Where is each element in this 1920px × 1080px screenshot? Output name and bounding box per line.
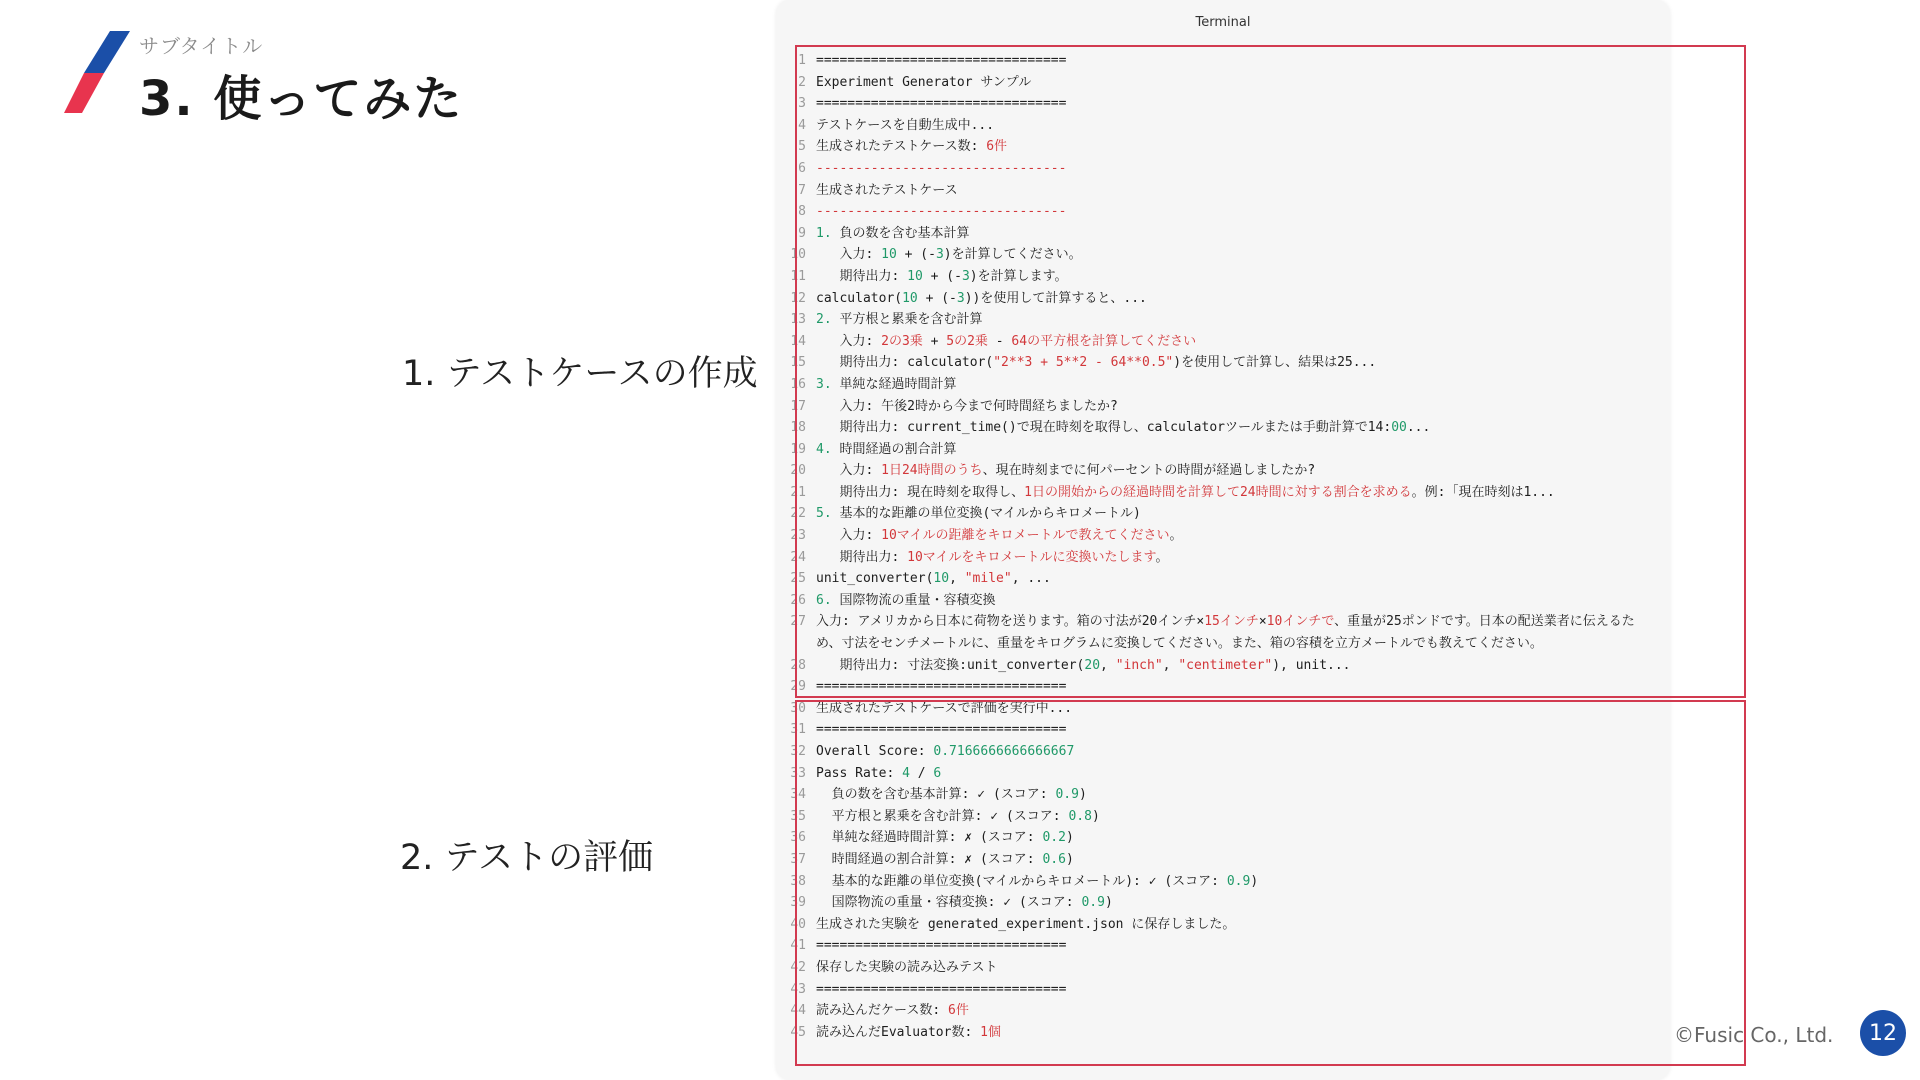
terminal-output <box>776 50 1670 1043</box>
line-segment: , <box>1162 657 1179 673</box>
terminal-line <box>776 396 1670 418</box>
terminal-line <box>776 309 1670 331</box>
line-segment: ================================ <box>816 53 1067 68</box>
line-segment: 入力: アメリカから日本に荷物を送ります。箱の寸法が20インチ× <box>816 614 1205 630</box>
line-segment: "mile" <box>964 571 1012 587</box>
line-segment: 4 <box>902 765 910 781</box>
copyright-text: ©Fusic Co., Ltd. <box>1674 1023 1834 1047</box>
line-content <box>816 309 1670 331</box>
line-segment: 入力: <box>816 528 882 544</box>
line-number: 9 <box>798 225 806 241</box>
line-content <box>816 72 1670 94</box>
line-content <box>816 979 1670 1001</box>
line-number: 17 <box>790 398 806 414</box>
line-segment: )を計算してください。 <box>943 247 1082 263</box>
line-segment: × <box>1258 614 1267 630</box>
line-segment: 期待出力: 寸法変換:unit_converter( <box>816 657 1085 673</box>
line-content <box>816 849 1670 871</box>
line-segment: + (- <box>917 290 957 306</box>
line-segment: 。 <box>1155 549 1169 565</box>
terminal-line <box>776 288 1670 310</box>
line-number: 24 <box>790 549 806 565</box>
line-segment: 6件 <box>986 139 1008 155</box>
line-content <box>816 763 1670 785</box>
line-number: 20 <box>790 463 806 479</box>
terminal-line <box>776 849 1670 871</box>
line-segment: 3 <box>961 268 970 284</box>
line-segment: 0.9 <box>1226 873 1251 889</box>
terminal-line <box>776 503 1670 525</box>
line-segment: 基本的な距離の単位変換(マイルからキロメートル) <box>831 506 1141 522</box>
terminal-line <box>776 331 1670 353</box>
line-segment: 5の2乗 <box>946 333 988 349</box>
line-content <box>816 611 1670 654</box>
line-segment: 読み込んだEvaluator数: <box>816 1024 981 1040</box>
line-segment: 10インチで <box>1266 614 1335 630</box>
line-number: 35 <box>790 808 806 824</box>
line-segment: 入力: <box>816 463 882 479</box>
terminal-line <box>776 957 1670 979</box>
line-content <box>816 1022 1670 1044</box>
line-number: 2 <box>798 74 806 90</box>
line-segment: ================================ <box>816 938 1067 954</box>
terminal-line <box>776 935 1670 957</box>
terminal-line <box>776 719 1670 741</box>
terminal-line <box>776 482 1670 504</box>
fusic-logo-icon <box>64 31 134 113</box>
line-segment: 読み込んだケース数: <box>816 1003 949 1019</box>
line-segment: "inch" <box>1115 657 1163 673</box>
line-segment: 。例:「現在時刻は1... <box>1411 484 1555 500</box>
line-content <box>816 460 1670 482</box>
line-segment: Overall Score: <box>816 744 934 759</box>
line-segment: 入力: <box>816 333 882 349</box>
line-number: 18 <box>790 420 806 436</box>
line-content <box>816 806 1670 828</box>
line-segment: ================================ <box>816 96 1067 112</box>
line-segment: Pass Rate: <box>816 765 903 781</box>
line-segment: ) <box>1250 873 1259 889</box>
line-segment: , <box>1100 657 1116 673</box>
line-content <box>816 396 1670 418</box>
line-number: 6 <box>798 160 806 176</box>
terminal-line <box>776 50 1670 72</box>
line-segment: 10 <box>933 571 950 587</box>
page-number-badge: 12 <box>1860 1010 1906 1056</box>
line-number: 26 <box>790 592 806 608</box>
line-content <box>816 525 1670 547</box>
line-segment: )を計算します。 <box>969 268 1068 284</box>
line-segment: 3 <box>956 290 965 306</box>
line-number: 19 <box>790 441 806 457</box>
line-content <box>816 784 1670 806</box>
line-number: 1 <box>798 53 806 68</box>
line-segment: ) <box>1065 851 1074 867</box>
line-number: 22 <box>790 506 806 522</box>
line-number: 41 <box>790 938 806 954</box>
line-content <box>816 892 1670 914</box>
line-segment: 負の数を含む基本計算: ✓ (スコア: <box>816 787 1056 803</box>
line-segment: 時間経過の割合計算 <box>831 441 957 457</box>
line-content <box>816 93 1670 115</box>
line-segment: + (- <box>922 268 962 284</box>
line-number: 37 <box>790 851 806 867</box>
line-content <box>816 180 1670 202</box>
line-content <box>816 136 1670 158</box>
line-segment: ================================ <box>816 722 1067 738</box>
terminal-line <box>776 784 1670 806</box>
line-segment: 入力: <box>816 247 882 263</box>
line-segment: 0.9 <box>1081 895 1105 911</box>
line-segment: ================================ <box>816 981 1067 997</box>
line-number: 14 <box>790 333 806 349</box>
terminal-line <box>776 763 1670 785</box>
line-segment: 10 <box>907 268 923 284</box>
line-segment: + (- <box>896 247 936 263</box>
terminal-line <box>776 698 1670 720</box>
line-number: 43 <box>790 981 806 997</box>
terminal-title: Terminal <box>1195 15 1251 30</box>
terminal-line <box>776 568 1670 590</box>
line-content <box>816 827 1670 849</box>
line-number: 10 <box>790 247 806 263</box>
line-segment: ), unit... <box>1272 657 1351 673</box>
line-segment: 基本的な距離の単位変換(マイルからキロメートル): ✓ (スコア: <box>816 873 1227 889</box>
line-segment: 期待出力: current_time()で現在時刻を取得し、calculatorツールまたは手動計算で14: <box>816 420 1392 436</box>
terminal-line <box>776 223 1670 245</box>
line-content <box>816 590 1670 612</box>
line-segment: 国際物流の重量・容積変換 <box>831 592 996 608</box>
line-segment: 4. <box>816 441 832 457</box>
line-content <box>816 115 1670 137</box>
terminal-line <box>776 180 1670 202</box>
line-segment: ))を使用して計算すると、... <box>964 290 1147 306</box>
line-number: 23 <box>790 528 806 544</box>
line-segment: , <box>949 571 965 587</box>
line-segment: calculator( <box>816 290 903 306</box>
line-content <box>816 503 1670 525</box>
line-segment: , ... <box>1011 571 1051 587</box>
line-segment: 5. <box>816 506 832 522</box>
line-content <box>816 914 1670 936</box>
terminal-line <box>776 892 1670 914</box>
line-segment: 平方根と累乗を含む計算 <box>831 312 983 328</box>
line-number: 15 <box>790 355 806 371</box>
terminal-line <box>776 525 1670 547</box>
line-number: 42 <box>790 959 806 975</box>
line-segment: 期待出力: <box>816 268 908 284</box>
line-number: 31 <box>790 722 806 738</box>
line-content <box>816 482 1670 504</box>
line-segment: 2. <box>816 312 832 328</box>
line-segment: 00 <box>1391 420 1407 436</box>
line-segment: 20 <box>1084 657 1101 673</box>
line-segment: 0.2 <box>1042 830 1066 846</box>
line-content <box>816 655 1670 677</box>
line-segment: 1日の開始からの経過時間を計算して24時間に対する割合を求める <box>1024 484 1412 500</box>
line-segment: 6 <box>933 765 942 781</box>
line-segment: 1日24時間のうち <box>881 463 983 479</box>
line-content <box>816 935 1670 957</box>
line-segment: 10マイルの距離をキロメートルで教えてください <box>881 528 1170 544</box>
line-segment: "2**3 + 5**2 - 64**0.5" <box>993 355 1174 371</box>
line-segment: ... <box>1406 420 1431 436</box>
terminal-line <box>776 914 1670 936</box>
line-segment: 10 <box>881 247 897 263</box>
terminal-line <box>776 136 1670 158</box>
terminal-line <box>776 352 1670 374</box>
line-segment: 単純な経過時間計算 <box>831 376 957 392</box>
line-segment: テストケースを自動生成中... <box>816 117 995 133</box>
line-segment: 国際物流の重量・容積変換: ✓ (スコア: <box>816 895 1082 911</box>
terminal-line <box>776 741 1670 763</box>
terminal-line <box>776 460 1670 482</box>
terminal-line <box>776 655 1670 677</box>
line-number: 39 <box>790 895 806 911</box>
terminal-line <box>776 827 1670 849</box>
terminal-line <box>776 1000 1670 1022</box>
line-number: 36 <box>790 830 806 846</box>
terminal-line <box>776 979 1670 1001</box>
terminal-line <box>776 201 1670 223</box>
line-segment: 保存した実験の読み込みテスト <box>816 959 998 975</box>
line-content <box>816 374 1670 396</box>
line-number: 34 <box>790 787 806 803</box>
line-content <box>816 158 1670 180</box>
line-segment: ================================ <box>816 679 1067 695</box>
line-segment: ) <box>1078 787 1087 803</box>
terminal-line <box>776 158 1670 180</box>
terminal-line <box>776 547 1670 569</box>
line-segment: 時間経過の割合計算: ✗ (スコア: <box>816 851 1043 867</box>
terminal-line <box>776 676 1670 698</box>
line-content <box>816 50 1670 72</box>
line-segment: ) <box>1104 895 1113 911</box>
line-segment: unit_converter( <box>816 571 934 587</box>
terminal-line <box>776 266 1670 288</box>
line-content <box>816 871 1670 893</box>
line-segment: 、重量が25ポンドです。日本の配送業者に伝えるため、寸法をセンチメートルに、重量をキログラムに変換してください。また、箱の容積を立方メートルでも教えてください。 <box>816 614 1635 652</box>
terminal-line <box>776 417 1670 439</box>
line-segment: 、現在時刻までに何パーセントの時間が経過しましたか? <box>982 463 1316 479</box>
line-segment: 0.6 <box>1042 851 1066 867</box>
line-number: 4 <box>798 117 806 133</box>
line-number: 11 <box>790 268 806 284</box>
terminal-line <box>776 244 1670 266</box>
line-number: 8 <box>798 204 806 220</box>
line-content <box>816 719 1670 741</box>
line-segment: )を使用して計算し、結果は25... <box>1173 355 1377 371</box>
line-content <box>816 439 1670 461</box>
terminal-line <box>776 374 1670 396</box>
line-content <box>816 957 1670 979</box>
line-number: 29 <box>790 679 806 695</box>
line-segment: 生成されたテストケース <box>816 182 958 198</box>
line-segment: 10 <box>902 290 918 306</box>
line-content <box>816 547 1670 569</box>
line-segment: + <box>922 333 947 349</box>
line-segment: 15インチ <box>1204 614 1259 630</box>
line-segment: 1. <box>816 225 832 241</box>
line-segment: 0.8 <box>1068 808 1092 824</box>
line-number: 13 <box>790 312 806 328</box>
line-segment: 2の3乗 <box>881 333 923 349</box>
line-number: 21 <box>790 484 806 500</box>
line-segment: - <box>987 333 1012 349</box>
step-label-create-testcases: 1. テストケースの作成 <box>402 354 758 394</box>
line-segment: 6件 <box>948 1003 969 1019</box>
line-segment: / <box>909 765 934 781</box>
line-segment: -------------------------------- <box>816 204 1067 220</box>
line-number: 40 <box>790 916 806 932</box>
line-segment: 生成されたテストケース数: <box>816 139 987 155</box>
line-content <box>816 201 1670 223</box>
terminal-line <box>776 1022 1670 1044</box>
line-number: 5 <box>798 139 806 155</box>
line-number: 45 <box>790 1024 806 1040</box>
line-content <box>816 223 1670 245</box>
line-segment: 3 <box>935 247 944 263</box>
line-content <box>816 331 1670 353</box>
line-segment: -------------------------------- <box>816 160 1067 176</box>
line-content <box>816 676 1670 698</box>
line-number: 38 <box>790 873 806 889</box>
line-number: 30 <box>790 700 806 716</box>
line-segment: 6. <box>816 592 832 608</box>
line-number: 7 <box>798 182 806 198</box>
terminal-line <box>776 439 1670 461</box>
line-content <box>816 352 1670 374</box>
line-number: 27 <box>790 614 806 630</box>
slide-title: 3. 使ってみた <box>139 71 464 127</box>
slide-subtitle: サブタイトル <box>139 34 264 58</box>
line-segment: 単純な経過時間計算: ✗ (スコア: <box>816 830 1043 846</box>
terminal-line <box>776 871 1670 893</box>
line-content <box>816 266 1670 288</box>
line-segment: 生成されたテストケースで評価を実行中... <box>816 700 1073 716</box>
terminal-window <box>776 0 1670 1080</box>
step-label-evaluate-tests: 2. テストの評価 <box>400 838 654 878</box>
line-number: 25 <box>790 571 806 587</box>
line-content <box>816 288 1670 310</box>
line-segment: 期待出力: calculator( <box>816 355 994 371</box>
line-number: 44 <box>790 1003 806 1019</box>
line-number: 16 <box>790 376 806 392</box>
line-segment: 生成された実験を generated_experiment.json に保存しました。 <box>816 916 1236 932</box>
line-segment: Experiment Generator サンプル <box>816 74 1032 90</box>
line-content <box>816 1000 1670 1022</box>
line-content <box>816 417 1670 439</box>
terminal-line <box>776 611 1670 654</box>
line-content <box>816 244 1670 266</box>
line-segment: 10マイルをキロメートルに変換いたします <box>907 549 1156 565</box>
line-segment: 0.7166666666666667 <box>933 744 1075 759</box>
terminal-line <box>776 115 1670 137</box>
terminal-line <box>776 93 1670 115</box>
terminal-line <box>776 72 1670 94</box>
line-segment: 期待出力: 現在時刻を取得し、 <box>816 484 1025 500</box>
line-segment: 1個 <box>980 1024 1001 1040</box>
line-segment: 平方根と累乗を含む計算: ✓ (スコア: <box>816 808 1069 824</box>
line-segment: "centimeter" <box>1178 657 1273 673</box>
line-segment: 入力: 午後2時から今まで何時間経ちましたか? <box>816 398 1118 414</box>
line-segment: 負の数を含む基本計算 <box>831 225 970 241</box>
terminal-line <box>776 806 1670 828</box>
line-segment: 0.9 <box>1055 787 1079 803</box>
line-segment: 3. <box>816 376 832 392</box>
line-segment: 。 <box>1169 528 1183 544</box>
line-number: 3 <box>798 96 806 112</box>
line-segment: ) <box>1091 808 1100 824</box>
line-content <box>816 741 1670 763</box>
line-content <box>816 698 1670 720</box>
line-number: 32 <box>790 744 806 759</box>
terminal-line <box>776 590 1670 612</box>
line-segment: ) <box>1065 830 1074 846</box>
line-segment: 64の平方根を計算してください <box>1011 333 1197 349</box>
line-number: 28 <box>790 657 806 673</box>
line-content <box>816 568 1670 590</box>
line-segment: 期待出力: <box>816 549 908 565</box>
line-number: 12 <box>790 290 806 306</box>
line-number: 33 <box>790 765 806 781</box>
